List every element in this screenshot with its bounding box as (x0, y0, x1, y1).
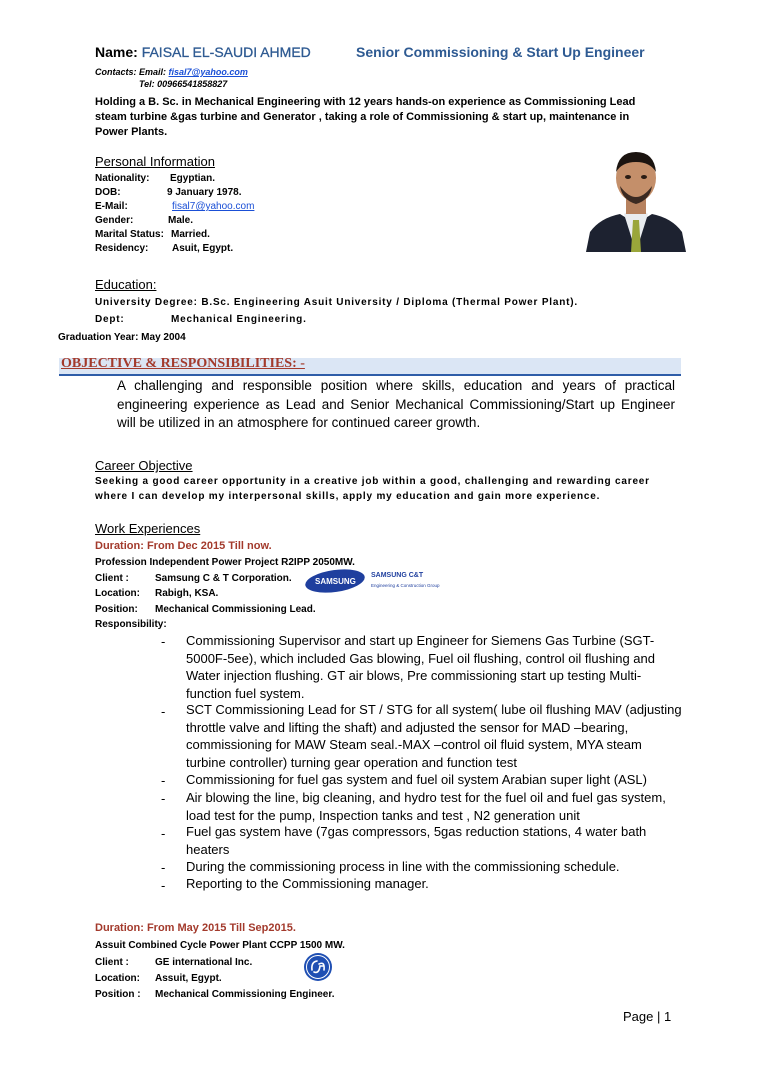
gender-label: Gender: (95, 215, 134, 226)
bullet-dash: - (161, 704, 166, 719)
job1-bullet-1: Commissioning Supervisor and start up Engineer for Siemens Gas Turbine (SGT-5000F-5ee), which included Gas blowing, Fuel oil flushing, control oil flushing and Water injection flushing. GT air blows, Pre commissioning start up testing Multi-function fuel system. (186, 633, 655, 701)
education-heading: Education: (95, 277, 157, 292)
work-heading: Work Experiences (95, 521, 201, 536)
profile-photo (580, 140, 692, 252)
personal-heading: Personal Information (95, 154, 215, 169)
objective-text: A challenging and responsible position where skills, education and years of practical engineering experience as Lead and Senior Mechanical Commissioning/Start up Engineer will be utilized in an atmosphere for continued career growth. (117, 378, 675, 430)
job1-position-label: Position: (95, 604, 138, 615)
job1-bullet-6: During the commissioning process in line with the commissioning schedule. (186, 859, 620, 874)
gender-row (95, 214, 395, 228)
samsung-logo-subtitle: Engineering & Construction Group (371, 583, 440, 588)
job-title: Senior Commissioning & Start Up Engineer (356, 44, 645, 60)
samsung-logo (303, 566, 443, 596)
job1-bullet-3: Commissioning for fuel gas system and fuel oil system Arabian super light (ASL) (186, 772, 647, 787)
job2-client: GE international Inc. (155, 957, 253, 968)
nationality-label: Nationality: (95, 173, 150, 184)
dept-label: Dept: (95, 314, 125, 325)
samsung-logo-wordmark: SAMSUNG (315, 577, 356, 586)
marital-label: Marital Status: (95, 229, 164, 240)
contacts-label: Contacts: Email: (95, 67, 167, 77)
nationality-value: Egyptian. (170, 173, 216, 184)
job1-project: Profession Independent Power Project R2IPP 2050MW. (95, 557, 355, 568)
bullet-dash: - (161, 773, 166, 788)
name-label: Name: (95, 44, 138, 60)
objective-heading: OBJECTIVE & RESPONSIBILITIES: - (61, 356, 305, 371)
person-photo-icon (580, 140, 692, 252)
job1-position: Mechanical Commissioning Lead. (155, 604, 316, 615)
job2-location-label: Location: (95, 973, 140, 984)
samsung-logo-icon (303, 566, 443, 596)
dob-label: DOB: (95, 187, 121, 198)
job1-bullet-4: Air blowing the line, big cleaning, and hydro test for the fuel oil and fuel gas system, load test for the pump, Inspection tanks and test , N2 generation unit (186, 790, 666, 823)
bullet-dash: - (161, 878, 166, 893)
career-text: Seeking a good career opportunity in a creative job within a good, challenging and rewarding career where I can develop my interpersonal skills, apply my education and gain more experience. (95, 476, 650, 502)
dept-value: Mechanical Engineering. (171, 314, 307, 325)
samsung-logo-title: SAMSUNG C&T (371, 572, 424, 579)
name-line (95, 44, 311, 60)
job2-client-label: Client : (95, 957, 129, 968)
job1-client: Samsung C & T Corporation. (155, 573, 292, 584)
summary-text: Holding a B. Sc. in Mechanical Engineering with 12 years hands-on experience as Commissioning Lead steam turbine &gas turbine and Generator , taking a role of Commissioning & start up, maintenance in Power Plants. (95, 96, 636, 138)
ge-logo (303, 952, 333, 982)
personal-info-list (95, 172, 395, 256)
job1-client-label: Client : (95, 573, 129, 584)
bullet-dash: - (161, 791, 166, 806)
job1-location-label: Location: (95, 588, 140, 599)
objective-heading-bar (59, 358, 681, 376)
job1-client-row (95, 572, 292, 586)
email-row (95, 200, 395, 214)
job1-duration: Duration: From Dec 2015 Till now. (95, 540, 272, 552)
residency-row (95, 242, 395, 256)
graduation-line: Graduation Year: May 2004 (58, 332, 186, 343)
job1-bullet-2: SCT Commissioning Lead for ST / STG for all system( lube oil flushing MAV (adjusting throttle valve and lifting the shaft) and adjusted the sensor for MAD –bearing, commissioning for MAW Steam seal.-MAX –control oil fluid system, MYA steam turbine controller) turning gear operation and function test (186, 702, 682, 770)
job2-project: Assuit Combined Cycle Power Plant CCPP 1500 MW. (95, 940, 345, 951)
job2-location: Assuit, Egypt. (155, 973, 222, 984)
email-label: E-Mail: (95, 201, 128, 212)
bullet-dash: - (161, 634, 166, 649)
header-email-link[interactable]: fisal7@yahoo.com (168, 67, 248, 77)
job2-position-label: Position : (95, 989, 141, 1000)
dob-value: 9 January 1978. (167, 187, 242, 198)
marital-value: Married. (171, 229, 210, 240)
job2-position: Mechanical Commissioning Engineer. (155, 989, 335, 1000)
job1-location: Rabigh, KSA. (155, 588, 219, 599)
contacts-line (95, 66, 248, 78)
bullet-dash: - (161, 826, 166, 841)
residency-value: Asuit, Egypt. (172, 243, 234, 254)
job2-client-row (95, 956, 252, 970)
job1-responsibility-label: Responsibility: (95, 619, 167, 630)
candidate-name: FAISAL EL-SAUDI AHMED (141, 44, 311, 60)
job1-location-row (95, 587, 218, 601)
page-number: Page | 1 (623, 1009, 672, 1024)
dob-row (95, 186, 395, 200)
degree-line: University Degree: B.Sc. Engineering Asuit University / Diploma (Thermal Power Plant). (95, 297, 578, 308)
job1-bullet-5: Fuel gas system have (7gas compressors, 5gas reduction stations, 4 water bath heaters (186, 824, 647, 857)
dept-line (95, 313, 307, 327)
residency-label: Residency: (95, 243, 149, 254)
tel-line: Tel: 00966541858827 (139, 79, 228, 89)
gender-value: Male. (168, 215, 194, 226)
job2-duration: Duration: From May 2015 Till Sep2015. (95, 922, 296, 934)
career-heading: Career Objective (95, 458, 193, 473)
marital-row (95, 228, 395, 242)
job2-location-row (95, 972, 222, 986)
ge-logo-icon (303, 952, 333, 982)
personal-email-link[interactable]: fisal7@yahoo.com (172, 201, 255, 212)
job2-position-row (95, 988, 335, 1002)
job1-position-row (95, 603, 316, 617)
job1-bullet-7: Reporting to the Commissioning manager. (186, 876, 429, 891)
nationality-row (95, 172, 395, 186)
bullet-dash: - (161, 860, 166, 875)
